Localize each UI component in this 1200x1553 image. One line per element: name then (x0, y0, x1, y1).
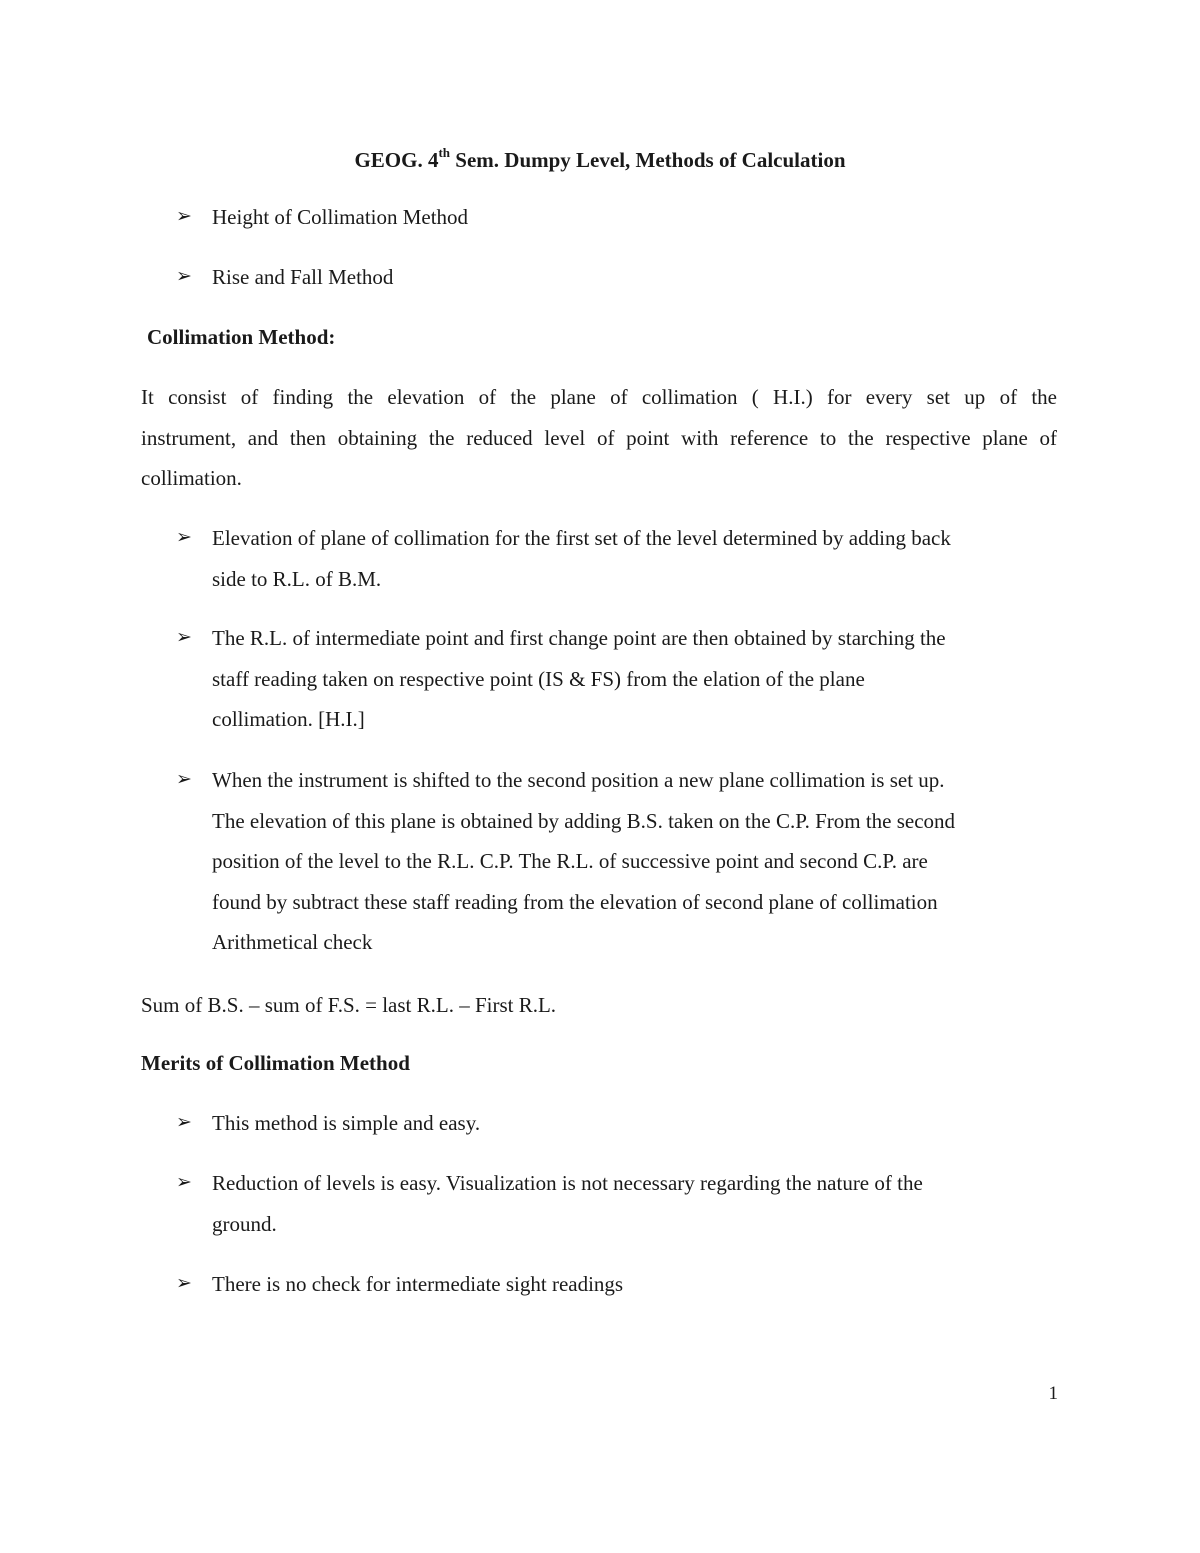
step-text (212, 518, 1057, 599)
page-number: 1 (1048, 1383, 1058, 1404)
arrow-bullet-icon: ➢ (176, 627, 192, 648)
arithmetic-check-formula: Sum of B.S. – sum of F.S. = last R.L. – First R.L. (141, 993, 557, 1017)
paragraph-line: instrument, and then obtaining the reduced level of point with reference to the respective plane of (141, 425, 1057, 450)
step-text (212, 618, 1057, 740)
step-line: side to R.L. of B.M. (212, 566, 382, 591)
arrow-bullet-icon: ➢ (176, 1112, 192, 1133)
merit-line: This method is simple and easy. (212, 1111, 481, 1135)
merit-line: ground. (212, 1211, 277, 1236)
section-heading-collimation: Collimation Method: (147, 325, 336, 349)
step-line: When the instrument is shifted to the second position a new plane collimation is set up. (212, 768, 945, 792)
merit-text (212, 1264, 1057, 1305)
title-text-rest: Sem. Dumpy Level, Methods of Calculation (450, 148, 846, 172)
section-heading-merits: Merits of Collimation Method (141, 1051, 410, 1075)
step-line: Elevation of plane of collimation for the first set of the level determined by adding back (212, 526, 951, 550)
step-line: staff reading taken on respective point (IS & FS) from the elation of the plane (212, 666, 865, 691)
merit-line: There is no check for intermediate sight readings (212, 1272, 624, 1296)
method-label: Height of Collimation Method (212, 205, 469, 229)
step-line: collimation. [H.I.] (212, 707, 365, 731)
merit-text (212, 1163, 1057, 1244)
arrow-bullet-icon: ➢ (176, 1273, 192, 1294)
method-label: Rise and Fall Method (212, 265, 394, 289)
title-superscript: th (438, 145, 451, 160)
step-line: The R.L. of intermediate point and first change point are then obtained by starching the (212, 626, 946, 650)
arrow-bullet-icon: ➢ (176, 769, 192, 790)
page-title (0, 140, 1200, 175)
merit-text (212, 1103, 1057, 1144)
step-line: found by subtract these staff reading from the elevation of second plane of collimation (212, 889, 938, 914)
arrow-bullet-icon: ➢ (176, 1172, 192, 1193)
arrow-bullet-icon: ➢ (176, 206, 192, 227)
arrow-bullet-icon: ➢ (176, 266, 192, 287)
step-line: position of the level to the R.L. C.P. The R.L. of successive point and second C.P. are (212, 849, 928, 873)
paragraph-line: collimation. (141, 466, 242, 490)
title-text: GEOG. 4 (354, 148, 439, 172)
step-line: Arithmetical check (212, 930, 373, 954)
arrow-bullet-icon: ➢ (176, 527, 192, 548)
intro-paragraph (141, 377, 1057, 499)
paragraph-line: It consist of finding the elevation of the plane of collimation ( H.I.) for every set up of the (141, 385, 1057, 409)
step-text (212, 760, 1057, 963)
step-line: The elevation of this plane is obtained by adding B.S. taken on the C.P. From the second (212, 808, 956, 833)
merit-line: Reduction of levels is easy. Visualization is not necessary regarding the nature of the (212, 1171, 923, 1195)
